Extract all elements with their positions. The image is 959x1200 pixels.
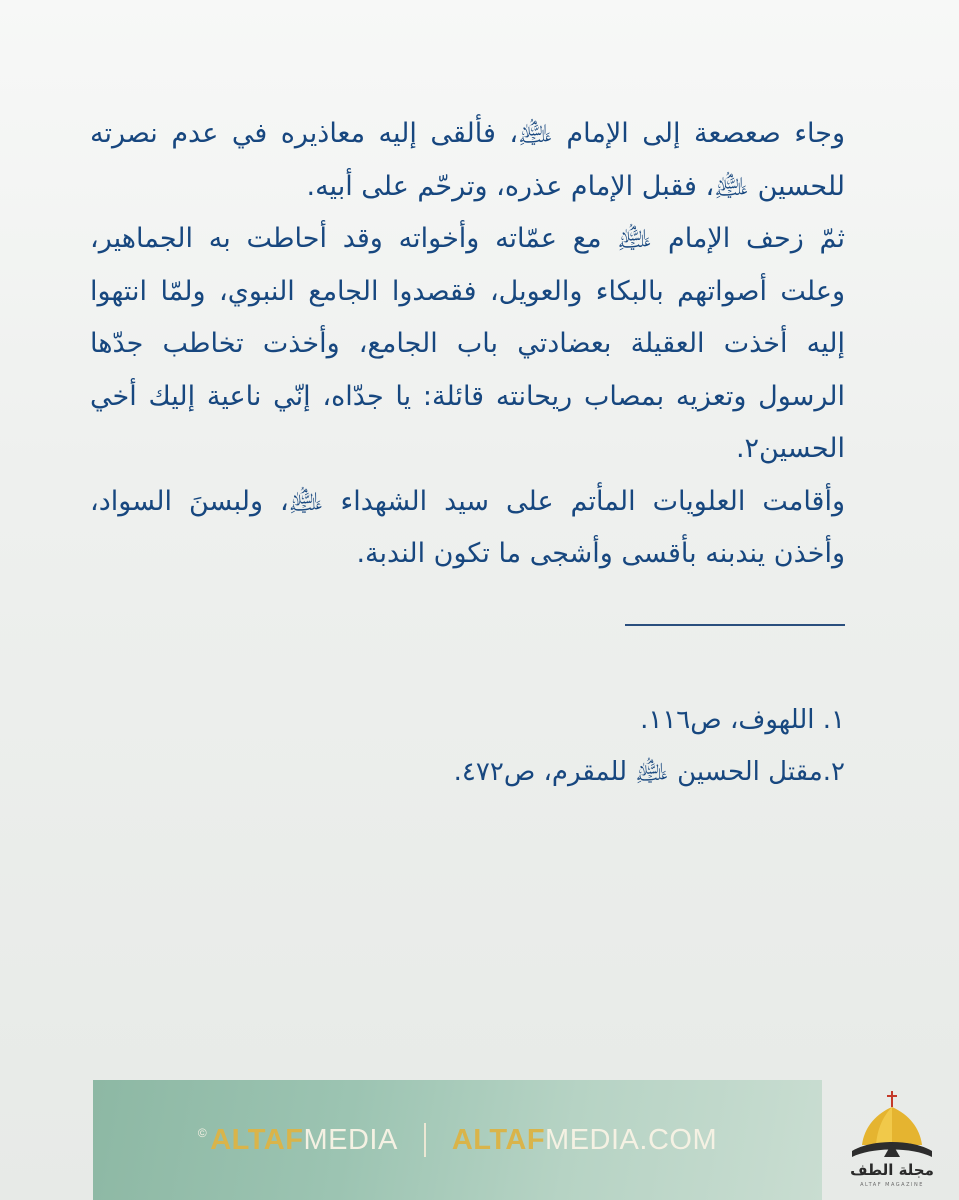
website-bold: ALTAF (451, 1123, 546, 1156)
footer-banner (93, 1080, 822, 1200)
brand-name-bold: ALTAF (210, 1123, 304, 1156)
copyright-symbol: © (197, 1125, 208, 1140)
footnote-1: ١. اللهوف، ص١١٦. (640, 705, 845, 735)
paragraph-3: وأقامت العلويات المأتم على سيد الشهداء ﵇، ولبسنَ السواد، وأخذن يندبنه بأقسى وأشجى ما تكون الندبة. (90, 485, 845, 569)
brand-name (198, 1124, 398, 1157)
website-link[interactable] (452, 1124, 717, 1157)
logo-subtitle: ALTAF MAGAZINE (860, 1182, 924, 1188)
website-light: MEDIA.COM (545, 1123, 718, 1156)
dome-icon (842, 1085, 942, 1165)
footnotes (300, 694, 845, 798)
banner-separator (424, 1123, 426, 1157)
article-body (90, 108, 845, 581)
logo-name: مجلة الطف (850, 1161, 934, 1179)
paragraph-2: ثمّ زحف الإمام ﵇ مع عمّاته وأخواته وقد أحاطت به الجماهير، وعلت أصواتهم بالبكاء والعويل، فقصدوا الجامع النبوي، ولمّا انتهوا إليه أخذت العقيلة بعضادتي باب الجامع، وأخذت تخاطب جدّها الرسول وتعزيه بمصاب ريحانته قائلة: يا جدّاه، إنّي ناعية إليك أخي الحسين٢. (90, 223, 845, 464)
brand-name-light: MEDIA (303, 1123, 398, 1156)
footnote-divider (625, 624, 845, 626)
footnote-2: ٢.مقتل الحسين ﵇ للمقرم، ص٤٧٢. (453, 757, 845, 787)
paragraph-1: وجاء صعصعة إلى الإمام ﵇، فألقى إليه معاذيره في عدم نصرته للحسين ﵇، فقبل الإمام عذره، وترحّم على أبيه. (90, 118, 845, 202)
magazine-logo (842, 1085, 942, 1195)
